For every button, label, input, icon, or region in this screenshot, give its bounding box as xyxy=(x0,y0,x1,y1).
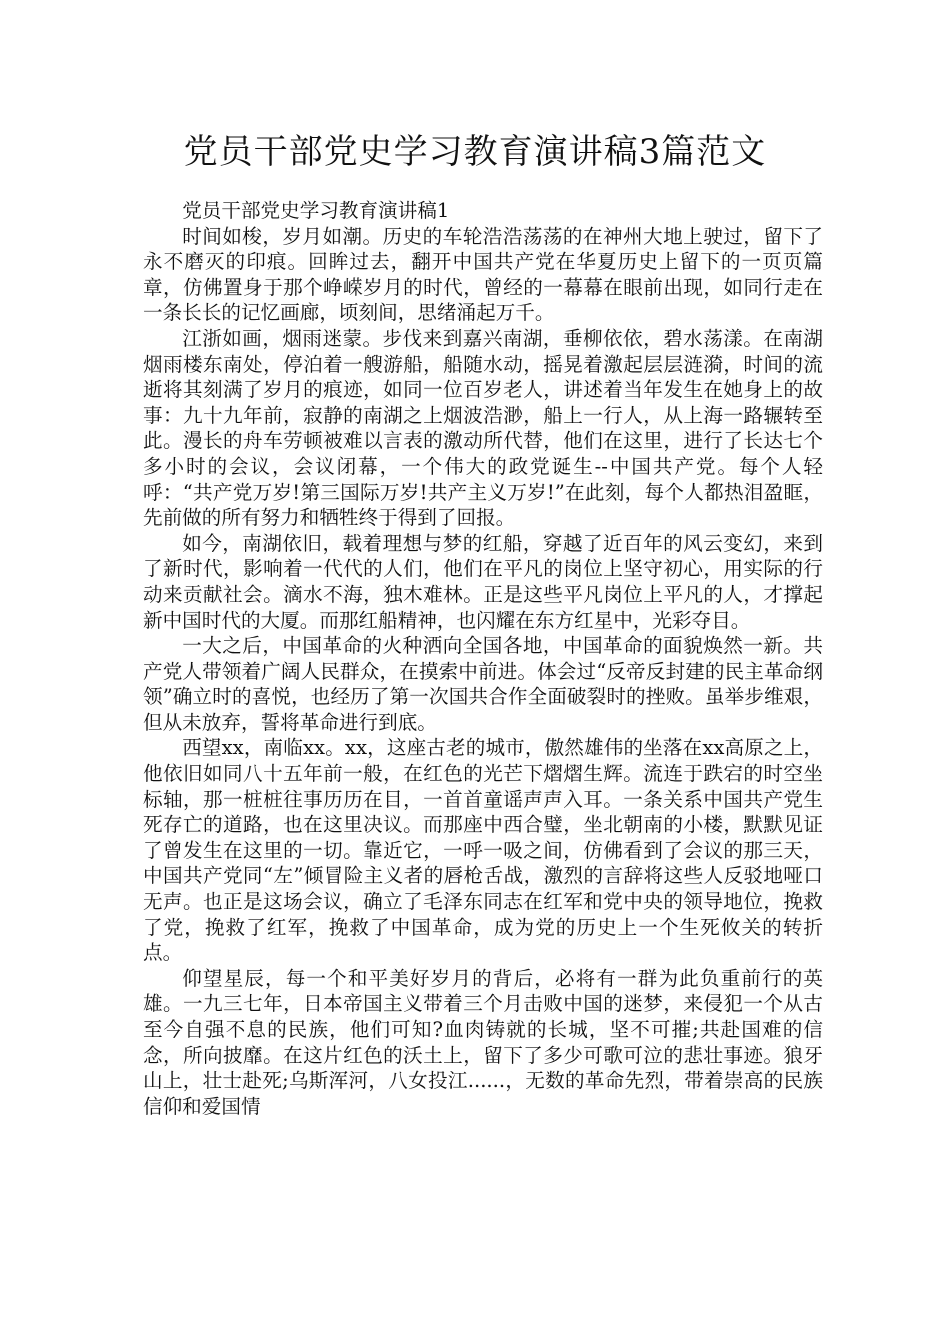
paragraph: 西望xx，南临xx。xx，这座古老的城市，傲然雄伟的坐落在xx高原之上，他依旧如同八十五年前一般，在红色的光芒下熠熠生辉。流连于跌宕的时空坐标轴，那一桩桩往事历历在目，一首首童谣声声入耳。一条关系中国共产党生死存亡的道路，也在这里决议。而那座中西合璧，坐北朝南的小楼，默默见证了曾发生在这里的一切。靠近它，一呼一吸之间，仿佛看到了会议的那三天，中国共产党同“左”倾冒险主义者的唇枪舌战，激烈的言辞将这些人反驳地哑口无声。也正是这场会议，确立了毛泽东同志在红军和党中央的领导地位，挽救了党，挽救了红军，挽救了中国革命，成为党的历史上一个生死攸关的转折点。 xyxy=(143,736,823,965)
paragraph: 一大之后，中国革命的火种洒向全国各地，中国革命的面貌焕然一新。共产党人带领着广阔人民群众，在摸索中前进。体会过“反帝反封建的民主革命纲领”确立时的喜悦，也经历了第一次国共合作全面破裂时的挫败。虽举步维艰，但从未放弃，誓将革命进行到底。 xyxy=(143,634,823,734)
paragraph: 仰望星辰，每一个和平美好岁月的背后，必将有一群为此负重前行的英雄。一九三七年，日本帝国主义带着三个月击败中国的迷梦，来侵犯一个从古至今自强不息的民族，他们可知?血肉铸就的长城，坚不可摧;共赴国难的信念，所向披靡。在这片红色的沃土上，留下了多少可歌可泣的悲壮事迹。狼牙山上，壮士赴死;乌斯浑河，八女投江......，无数的革命先烈，带着崇高的民族信仰和爱国情 xyxy=(143,966,823,1118)
section-heading: 党员干部党史学习教育演讲稿1 xyxy=(182,199,450,222)
document-body xyxy=(143,198,823,1119)
paragraph: 江浙如画，烟雨迷蒙。步伐来到嘉兴南湖，垂柳依依，碧水荡漾。在南湖烟雨楼东南处，停泊着一艘游船，船随水动，摇晃着激起层层涟漪，时间的流逝将其刻满了岁月的痕迹，如同一位百岁老人，讲述着当年发生在她身上的故事：九十九年前，寂静的南湖之上烟波浩渺，船上一行人，从上海一路辗转至此。漫长的舟车劳顿被难以言表的激动所代替，他们在这里，进行了长达七个多小时的会议，会议闭幕，一个伟大的政党诞生--中国共产党。每个人轻呼：“共产党万岁!第三国际万岁!共产主义万岁!”在此刻，每个人都热泪盈眶，先前做的所有努力和牺牲终于得到了回报。 xyxy=(143,326,823,530)
paragraph: 如今，南湖依旧，载着理想与梦的红船，穿越了近百年的风云变幻，来到了新时代，影响着一代代的人们，他们在平凡的岗位上坚守初心，用实际的行动来贡献社会。滴水不海，独木难林。正是这些平凡岗位上平凡的人，才撑起新中国时代的大厦。而那红船精神，也闪耀在东方红星中，光彩夺目。 xyxy=(143,531,823,632)
document-title: 党员干部党史学习教育演讲稿3篇范文 xyxy=(183,132,767,172)
paragraph: 时间如梭，岁月如潮。历史的车轮浩浩荡荡的在神州大地上驶过，留下了永不磨灭的印痕。回眸过去，翻开中国共产党在华夏历史上留下的一页页篇章，仿佛置身于那个峥嵘岁月的时代，曾经的一幕幕在眼前出现，如同行走在一条长长的记忆画廊，顷刻间，思绪涌起万千。 xyxy=(143,224,823,325)
